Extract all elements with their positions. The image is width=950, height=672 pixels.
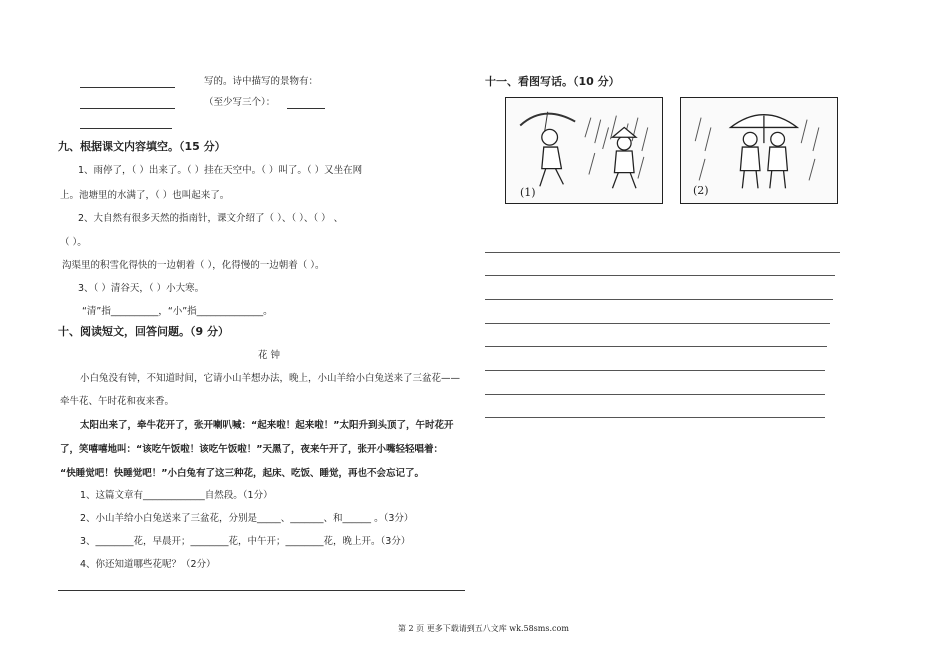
answer-line [80,128,172,129]
q9-2-line1: 2、大自然有很多天然的指南针，课文介绍了（ ）、（ ）、（ ） 、 [78,213,344,224]
q10-1: 1、这篇文章有_____________自然段。（1分） [80,490,273,501]
q10-4: 4、你还知道哪些花呢？（2分） [80,559,216,570]
answer-line [80,108,175,109]
page-footer: 第 2 页 更多下载请到五八文库 wk.58sms.com [398,624,569,633]
q9-2-line3: 沟渠里的积雪化得快的一边朝着（ ），化得慢的一边朝着（ ）。 [62,260,325,271]
passage-title: 花 钟 [258,350,281,361]
section-11-heading: 十一、看图写话。（10 分） [485,75,620,88]
q10-2: 2、小山羊给小白兔送来了三盆花，分别是_____、_______、和______ 。（3分） [80,513,414,524]
section-9-heading: 九、根据课文内容填空。（15 分） [58,140,226,153]
writing-line [485,370,825,371]
answer-line [58,590,465,591]
writing-line [485,417,825,418]
q10-3: 3、________花，早晨开；________花，中午开；________花，晚上开。（3分） [80,536,411,547]
q9-3-line2: “清”指__________，“小”指______________。 [82,306,273,317]
answer-line [287,108,325,109]
picture-2-sharing-umbrella [680,97,838,204]
passage-para1-line2: 牵牛花、午时花和夜来香。 [60,396,175,407]
passage-para2-line3: “快睡觉吧！快睡觉吧！”小白兔有了这三种花，起床、吃饭、睡觉，再也不会忘记了。 [60,468,424,479]
writing-line [485,323,830,324]
writing-line [485,299,833,300]
q9-2-line2: （ ）。 [60,237,87,248]
writing-line [485,346,827,347]
min-three-text: （至少写三个）： [204,97,276,108]
picture-1-boy-in-rain [505,97,663,204]
section-10-heading: 十、阅读短文，回答问题。（9 分） [58,325,229,338]
passage-para2-line2: 了，笑嘻嘻地叫：“该吃午饭啦！该吃午饭啦！”天黑了，夜来午开了，张开小嘴轻轻唱着： [60,444,443,455]
poem-scene-text: 写的。诗中描写的景物有： [204,76,319,87]
answer-line [80,87,175,88]
writing-line [485,275,835,276]
passage-para2-line1: 太阳出来了，牵牛花开了，张开喇叭喊：“起来啦！起来啦！”太阳升到头顶了，午时花开 [80,420,454,431]
picture-2-number: (2) [693,184,709,197]
q9-1-line1: 1、雨停了，（ ）出来了。（ ）挂在天空中。（ ）叫了。（ ）又坐在网 [78,165,363,176]
q9-1-line2: 上。池塘里的水满了，（ ）也叫起来了。 [60,190,230,201]
q9-3-line1: 3、（ ）清谷天，（ ）小大寒。 [78,283,205,294]
picture-1-number: (1) [520,186,536,199]
writing-line [485,252,840,253]
passage-para1-line1: 小白兔没有钟，不知道时间，它请小山羊想办法，晚上，小山羊给小白兔送来了三盆花—— [80,373,461,384]
writing-line [485,394,825,395]
